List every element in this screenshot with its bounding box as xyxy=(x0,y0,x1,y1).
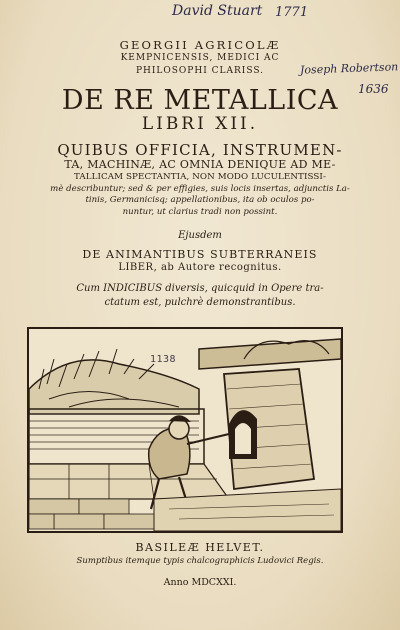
imprint-date: Anno MDCXXI. xyxy=(163,577,237,588)
description-line: tinis, Germanicisq; appellationibus, ita ob oculos po- xyxy=(85,195,315,205)
eiusdem-label: Ejusdem xyxy=(178,230,222,241)
second-work-title: DE ANIMANTIBUS SUBTERRANEIS xyxy=(82,248,318,261)
indices-line: Cum INDICIBUS diversis, quicquid in Opere tra- xyxy=(76,283,324,294)
description-line: mè describuntur; sed & per effigies, suis locis insertas, adjunctis La- xyxy=(50,184,350,194)
furnace-woodcut-image xyxy=(29,329,341,531)
owner-signature-top: David Stuart xyxy=(172,3,263,19)
library-stamp-number: 1138 xyxy=(150,354,177,365)
owner-year-top: 1771 xyxy=(275,5,309,20)
imprint-printer: Sumptibus itemque typis chalcographicis Ludovici Regis. xyxy=(76,556,324,566)
owner-signature-side: Joseph Robertson xyxy=(299,60,399,77)
description-line: TALLICAM SPECTANTIA, NON MODO LUCULENTISSI- xyxy=(73,172,327,182)
indices-line: ctatum est, pulchrè demonstrantibus. xyxy=(104,297,296,308)
description-line: QUIBUS OFFICIA, INSTRUMEN- xyxy=(57,141,343,159)
description-line: nuntur, ut clarius tradi non possint. xyxy=(122,207,278,217)
second-work-subtitle: LIBER, ab Autore recognitus. xyxy=(118,262,282,273)
book-subtitle: LIBRI XII. xyxy=(141,114,259,134)
woodcut-illustration xyxy=(27,327,343,533)
owner-year-side: 1636 xyxy=(358,82,389,96)
description-line: TA, MACHINÆ, AC OMNIA DENIQUE AD ME- xyxy=(64,158,336,171)
author-origin: KEMPNICENSIS, MEDICI AC xyxy=(120,53,280,63)
author-name: GEORGII AGRICOLÆ xyxy=(119,38,281,52)
book-title: DE RE METALLICA xyxy=(61,85,339,116)
author-title: PHILOSOPHI CLARISS. xyxy=(135,66,265,76)
imprint-place: BASILEÆ HELVET. xyxy=(135,541,265,554)
